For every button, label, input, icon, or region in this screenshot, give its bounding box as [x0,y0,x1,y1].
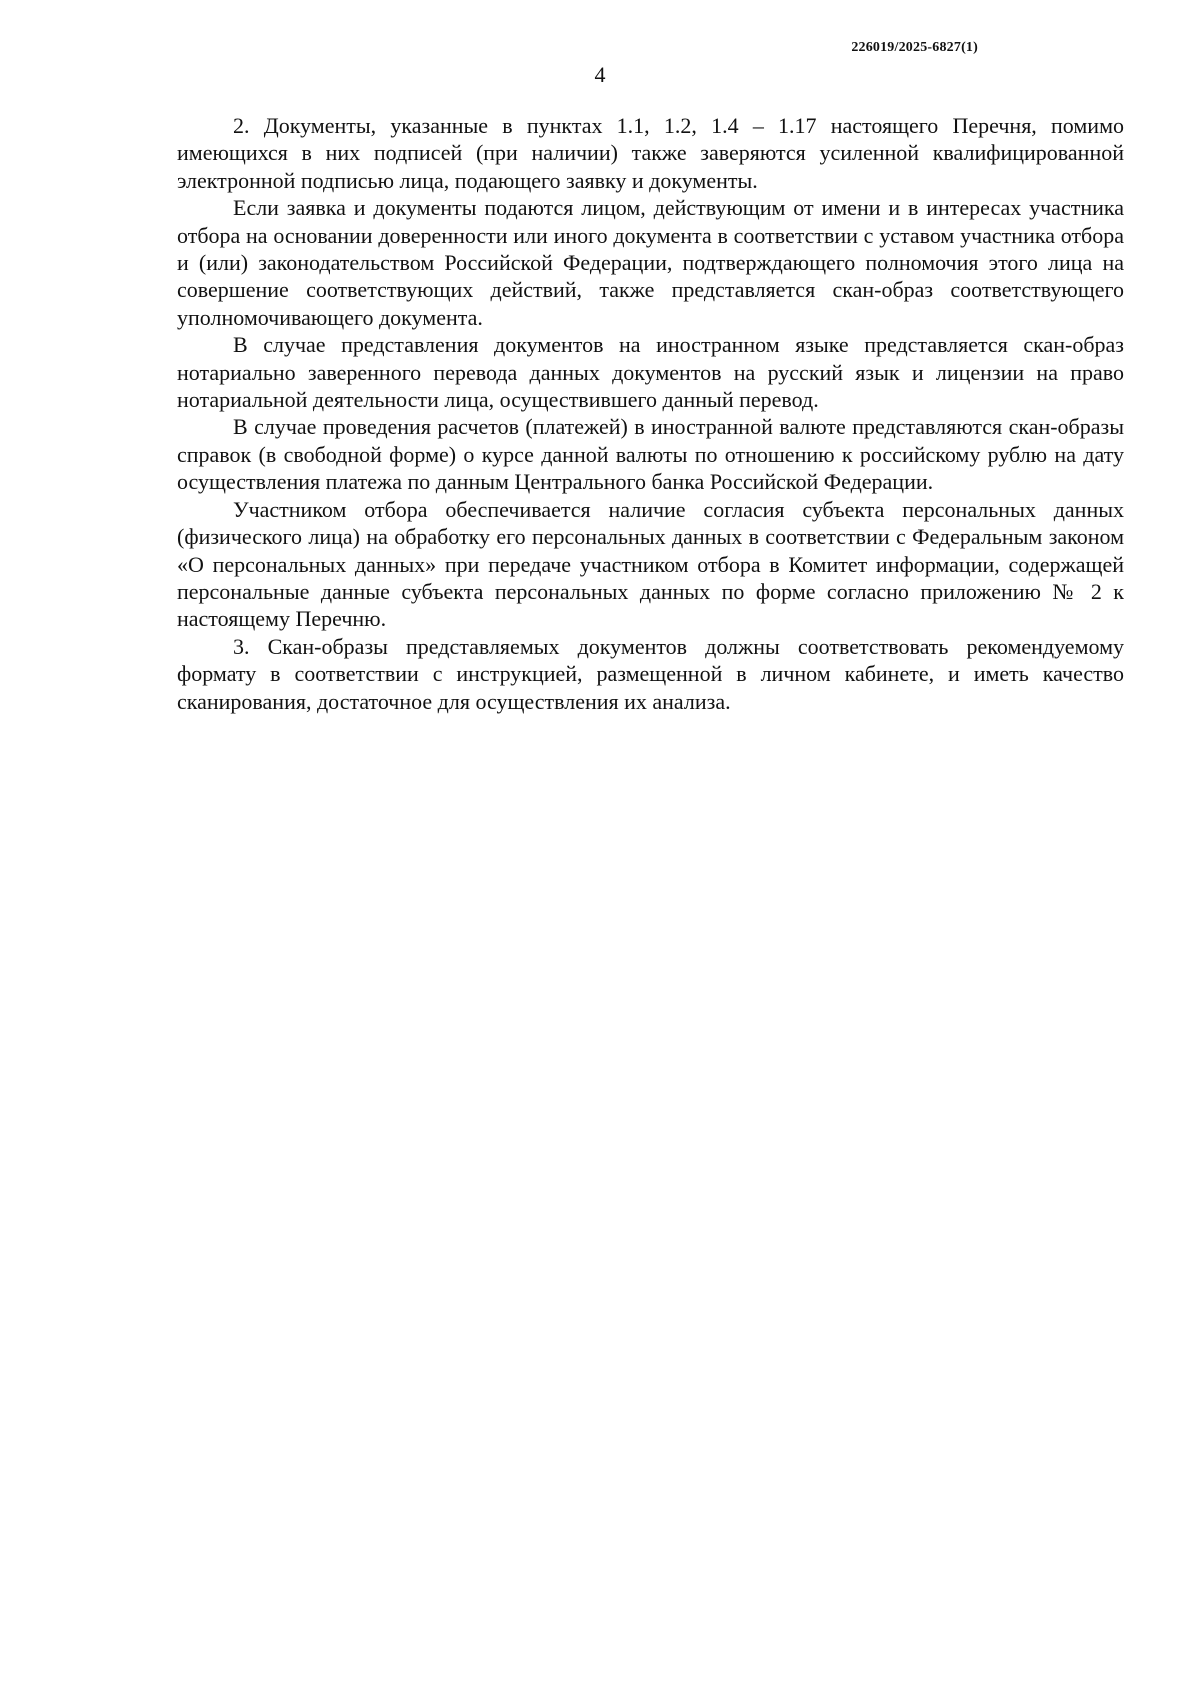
paragraph-foreign-language: В случае представления документов на иностранном языке представляется скан-образ нотариально заверенного перевода данных документов на русский язык и лицензии на право нотариальной деятельности лица, осуществившего данный перевод. [177,332,1124,413]
paragraph-item-2-signatures: 2. Документы, указанные в пунктах 1.1, 1.2, 1.4 – 1.17 настоящего Перечня, помимо имеющихся в них подписей (при наличии) также заверяются усиленной квалифицированной электронной подписью лица, подающего заявку и документы. [177,113,1124,193]
paragraph-foreign-currency: В случае проведения расчетов (платежей) в иностранной валюте представляются скан-образы справок (в свободной форме) о курсе данной валюты по отношению к российскому рублю на дату осуществления платежа по данным Центрального банка Российской Федерации. [177,414,1124,495]
paragraph-item-3-scan-format: 3. Скан-образы представляемых документов должны соответствовать рекомендуемому формату в соответствии с инструкцией, размещенной в личном кабинете, и иметь качество сканирования, достаточное для осуществления их анализа. [177,633,1124,714]
page-number: 4 [594,62,606,87]
paragraph-power-of-attorney: Если заявка и документы подаются лицом, действующим от имени и в интересах участника отбора на основании доверенности или иного документа в соответствии с уставом участника отбора и (или) законодательством Российской Федерации, подтверждающего полномочия этого лица на совершение соответствующих действий, также представляется скан-образ соответствующего уполномочивающего документа. [177,195,1124,330]
paragraph-personal-data-consent: Участником отбора обеспечивается наличие согласия субъекта персональных данных (физического лица) на обработку его персональных данных в соответствии с Федеральным законом «О персональных данных» при передаче участником отбора в Комитет информации, содержащей персональные данные субъекта персональных данных по форме согласно приложению № 2 к настоящему Перечню. [177,496,1124,632]
document-body [177,112,1124,715]
document-registration-number: 226019/2025-6827(1) [851,40,978,55]
